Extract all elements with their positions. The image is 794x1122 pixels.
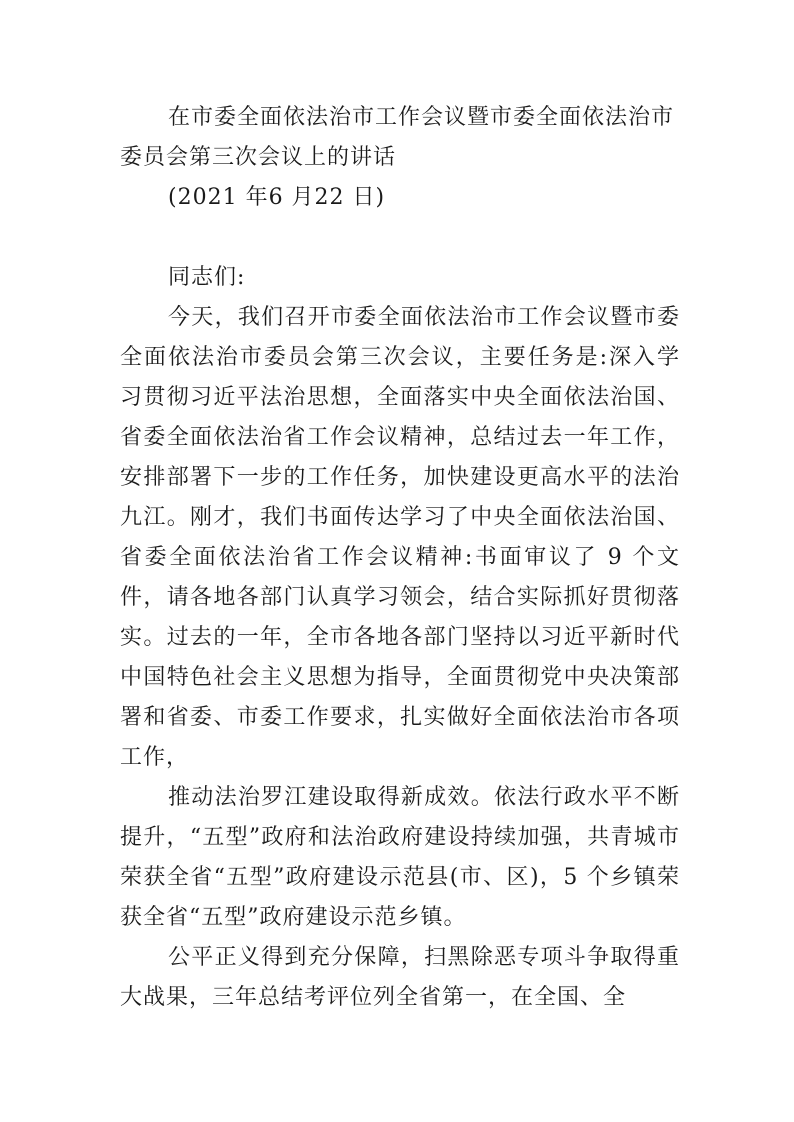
speech-date: (2021 年6 月22 日) <box>168 185 386 210</box>
paragraph-3: 公平正义得到充分保障，扫黑除恶专项斗争取得重大战果，三年总结考评位列全省第一，在全国、全 <box>120 945 680 1010</box>
greeting: 同志们: <box>168 265 246 290</box>
document-page <box>120 98 680 1018</box>
speech-title: 在市委全面依法治市工作会议暨市委全面依法治市委员会第三次会议上的讲话 <box>120 105 675 170</box>
paragraph-2: 推动法治罗江建设取得新成效。依法行政水平不断提升，“五型”政府和法治政府建设持续加强，共青城市荣获全省“五型”政府建设示范县(市、区)，5 个乡镇荣获全省“五型”政府建设示范乡镇。 <box>120 785 680 930</box>
paragraph-1: 今天，我们召开市委全面依法治市工作会议暨市委全面依法治市委员会第三次会议，主要任务是:深入学习贯彻习近平法治思想，全面落实中央全面依法治国、省委全面依法治省工作会议精神，总结过去一年工作，安排部署下一步的工作任务，加快建设更高水平的法治九江。刚才，我们书面传达学习了中央全面依法治国、省委全面依法治省工作会议精神:书面审议了 9 个文件，请各地各部门认真学习领会，结合实际抓好贯彻落实。过去的一年，全市各地各部门坚持以习近平新时代中国特色社会主义思想为指导，全面贯彻党中央决策部署和省委、市委工作要求，扎实做好全面依法治市各项工作， <box>120 305 680 770</box>
